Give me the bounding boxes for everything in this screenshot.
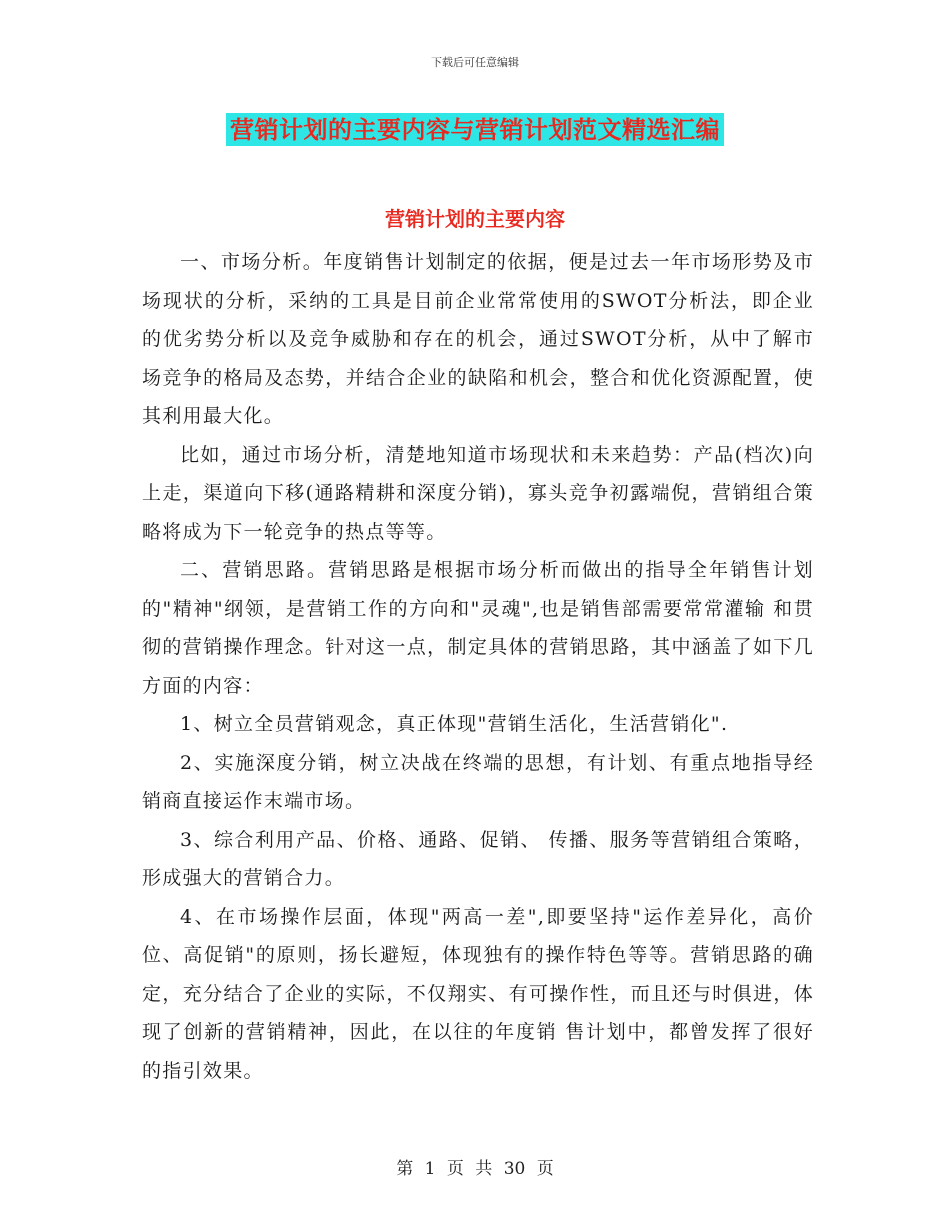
paragraph-point-3: 3、综合利用产品、价格、通路、促销、 传播、服务等营销组合策略，形成强大的营销合力。 (142, 828, 814, 889)
section-title: 营销计划的主要内容 (385, 207, 565, 231)
page-header-note: 下载后可任意编辑 (431, 56, 519, 69)
paragraph-example: 比如，通过市场分析，清楚地知道市场现状和未来趋势：产品(档次)向上走，渠道向下移(通路精耕和深度分销)，寡头竞争初露端倪，营销组合策略将成为下一轮竞争的热点等等。 (142, 443, 814, 543)
page-number-footer: 第 1 页 共 30 页 (396, 1159, 554, 1179)
paragraph-point-2: 2、实施深度分销，树立决战在终端的思想，有计划、有重点地指导经销商直接运作末端市场。 (142, 751, 814, 812)
paragraph-point-1: 1、树立全员营销观念，真正体现"营销生活化，生活营销化". (180, 713, 729, 735)
document-body (142, 243, 814, 1090)
paragraph-market-analysis: 一、市场分析。年度销售计划制定的依据，便是过去一年市场形势及市场现状的分析，采纳的工具是目前企业常常使用的SWOT分析法，即企业的优劣势分析以及竞争威胁和存在的机会，通过SWOT分析，从中了解市场竞争的格局及态势，并结合企业的缺陷和机会，整合和优化资源配置，使其利用最大化。 (142, 251, 814, 427)
paragraph-marketing-thinking: 二、营销思路。营销思路是根据市场分析而做出的指导全年销售计划的"精神"纲领，是营销工作的方向和"灵魂",也是销售部需要常常灌输 和贯彻的营销操作理念。针对这一点，制定具体的营销思路，其中涵盖了如下几方面的内容： (142, 559, 814, 697)
document-title-text: 营销计划的主要内容与营销计划范文精选汇编 (226, 113, 724, 146)
paragraph-point-4: 4、在市场操作层面，体现"两高一差",即要坚持"运作差异化，高价位、高促销"的原则，扬长避短，体现独有的操作特色等等。营销思路的确定，充分结合了企业的实际，不仅翔实、有可操作性，而且还与时俱进，体现了创新的营销精神，因此，在以往的年度销 售计划中，都曾发挥了很好的指引效果。 (142, 905, 814, 1082)
document-title (0, 110, 950, 145)
